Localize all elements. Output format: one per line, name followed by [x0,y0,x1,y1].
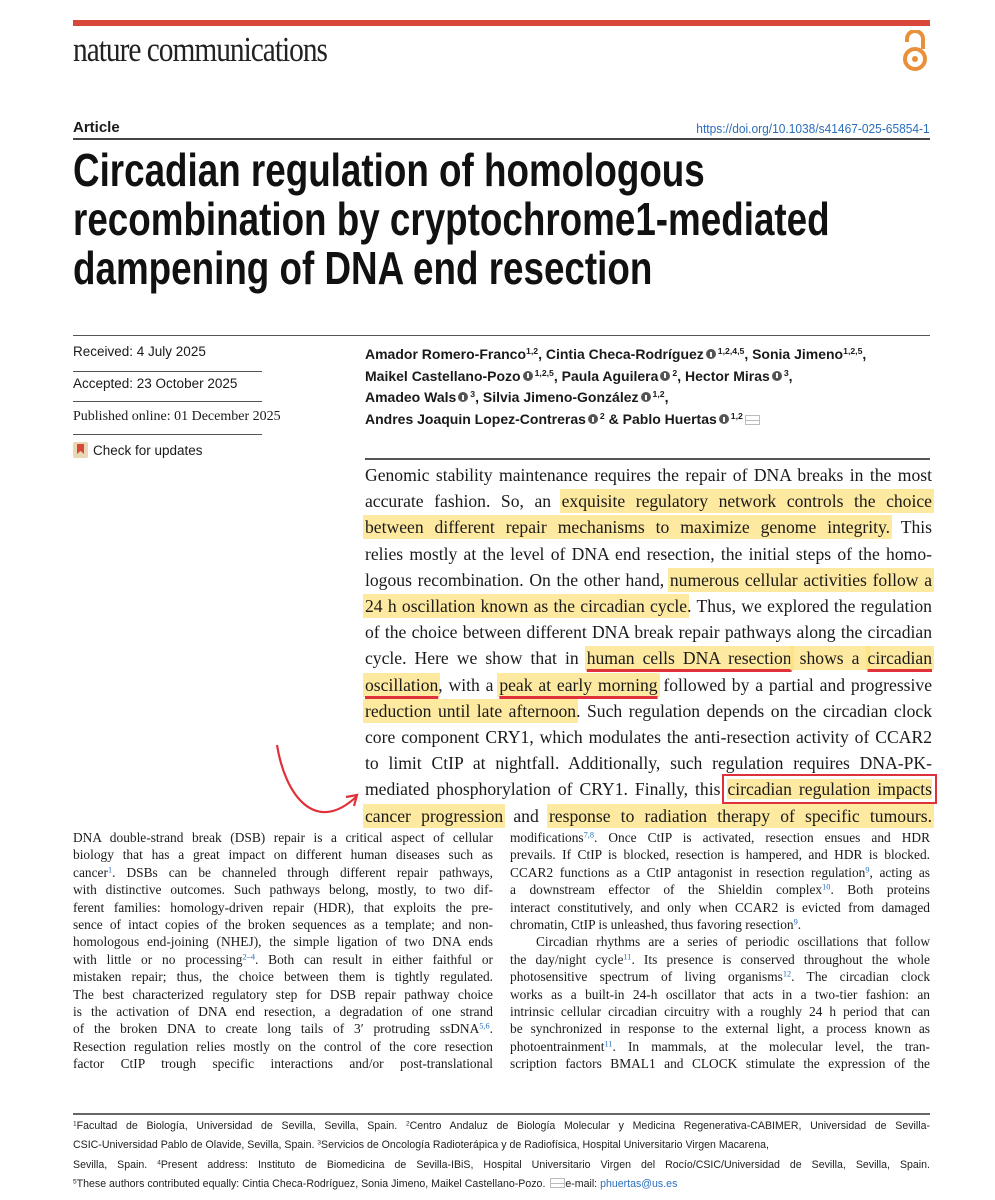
text-line [510,846,930,863]
text-segment: photosensitive spectrum of living organisms [510,969,783,985]
text-segment: , Sonia Jimeno [744,346,844,362]
text-line [365,698,932,724]
text-line [73,1020,493,1037]
text-segment: . Such regulation depends on the circadian clock [576,700,932,721]
text-line [510,1038,930,1055]
highlighted-text: reduction until late afternoon [365,700,577,721]
text-segment: is the activation of DNA end resection, a degradation of one strand [73,1004,493,1020]
accepted-date: Accepted: 23 October 2025 [73,376,238,391]
text-line [510,1055,930,1072]
text-segment: be synchronized in response to the external light, a process known as [510,1021,930,1037]
text-segment: . DSBs can be channeled through different repair pathways, [112,864,493,880]
text-line [73,1156,930,1175]
superscript-ref[interactable]: 10 [822,882,831,892]
journal-logo[interactable]: nature communications [73,30,327,69]
text-line [365,514,932,540]
text-line [365,409,866,431]
text-line [73,986,493,1003]
text-segment: accurate fashion. So, an [365,491,562,512]
text-line [365,366,866,388]
divider [73,335,930,336]
email-icon[interactable] [745,415,760,425]
text-line [73,933,493,950]
highlighted-text: cancer progression [365,805,504,826]
text-segment: These authors contributed equally: Cintia Checa-Rodríguez, Sonia Jimeno, Maikel Castellano-Pozo. [76,1177,549,1190]
text-line [73,864,493,881]
superscript-ref[interactable]: 3 [783,367,789,378]
superscript-ref[interactable]: 1,2,5 [534,367,554,378]
text-segment: Amador Romero-Franco [365,346,527,362]
text-segment: intrinsic cellular circadian circuitry with a roughly 24 h period that can [510,1004,930,1020]
text-segment: the day/night cycle [510,951,624,967]
superscript-ref[interactable]: 7,8 [583,830,595,840]
text-segment: ferent families: homology-driven repair (HDR), that exploits the pre- [73,899,493,915]
orcid-icon[interactable] [641,392,651,402]
text-line [73,899,493,916]
text-segment: , acting as [869,864,930,880]
text-line [73,1003,493,1020]
superscript-ref[interactable]: 4 [157,1158,161,1166]
body-column-right [510,829,930,1073]
superscript-ref[interactable]: 9 [865,865,870,875]
text-line [73,916,493,933]
text-line [365,344,866,366]
text-line [365,619,932,645]
text-segment: , [862,346,867,362]
text-segment: . [489,1021,493,1037]
underlined-highlight: circadian [867,648,932,669]
underlined-highlight: oscillation [365,674,439,695]
superscript-ref[interactable]: 11 [623,952,632,962]
text-segment: Maikel Castellano-Pozo [365,367,521,384]
superscript-ref[interactable]: 5 [73,1178,77,1186]
text-segment: logous recombination. On the other hand, [365,569,670,590]
body-column-left [73,829,493,1073]
title-line: dampening of DNA end resection [73,242,653,294]
text-line [510,1020,930,1037]
received-date: Received: 4 July 2025 [73,344,206,359]
text-line [73,829,493,846]
text-segment: Amadeo Wals [365,389,457,406]
highlighted-text: response to radiation therapy of specific tumours. [548,805,932,826]
text-segment: biology that has a great impact on different human diseases such as [73,847,493,863]
text-segment: . Both can result in either faithful or [254,951,494,967]
text-segment: of the broken DNA to create long tails of 3′ protruding ssDNA [73,1021,480,1037]
superscript-ref[interactable]: 9 [793,917,798,927]
text-segment: chromatin, CtIP is unleashed, thus favoring resection [510,917,794,933]
text-segment: works as a built-in 24-h oscillator that acts in a two-tier fashion: an [510,986,930,1002]
text-segment: , [664,389,669,406]
text-line [510,829,930,846]
highlighted-text: between different repair mechanisms to maximize genome integrity. [365,517,891,538]
superscript-ref[interactable]: 11 [604,1039,613,1049]
text-segment: CCAR2 functions as a CtIP antagonist in resection regulation [510,864,866,880]
text-segment: . In mammals, at the molecular level, the tran- [612,1038,930,1054]
text-segment: factor CtIP trough specific interactions and/or post-translational [73,1056,493,1072]
author-list [365,344,866,431]
text-segment: DNA double-strand break (DSB) repair is a critical aspect of cellular [73,830,493,845]
text-line [365,387,866,409]
annotation-arrow-icon [260,735,380,835]
text-line [73,968,493,985]
text-line [73,1038,493,1055]
superscript-ref[interactable]: 1 [73,1120,77,1128]
text-line [73,881,493,898]
text-segment: a downstream effector of the Shieldin complex [510,882,823,898]
text-segment: . The circadian clock [791,969,931,985]
text-segment: of the choice between different DNA break repair pathways along the circadian [365,622,932,643]
text-segment: photoentrainment [510,1038,605,1054]
orcid-icon[interactable] [458,392,468,402]
check-updates-icon [73,442,88,458]
text-line [365,803,932,829]
check-for-updates-label: Check for updates [93,442,203,458]
divider [365,458,930,460]
text-segment: . Once CtIP is activated, resection ensues and HDR [594,830,930,845]
divider [73,401,262,402]
text-line [73,846,493,863]
text-line [510,899,930,916]
superscript-ref[interactable]: 3 [317,1139,322,1147]
text-segment: . Thus, we explored the regulation [687,596,932,617]
text-segment: mediated phosphorylation of CRY1. Finally, this [365,779,728,800]
email-link[interactable]: phuertas@us.es [600,1177,678,1190]
text-segment: Present address: Instituto de Biomedicina de Sevilla-IBiS, Hospital Universitario Virgen del Rocío/CSIC/Universidad de Sevilla, Sevilla, Spain. [160,1158,931,1171]
text-segment: with distinctive outcomes. Such pathways belong, mostly, to two dif- [73,882,493,898]
text-segment: followed by a partial and progressive [657,674,933,695]
text-line [365,541,932,567]
check-for-updates-button[interactable] [73,442,203,458]
superscript-ref[interactable]: 1,2 [652,389,665,400]
text-segment: Circadian rhythms are a series of periodic oscillations that follow [536,934,930,950]
orcid-icon[interactable] [523,371,533,381]
text-segment: Facultad de Biología, Universidad de Sevilla, Sevilla, Spain. [76,1120,406,1132]
divider [73,371,262,372]
superscript-ref[interactable]: 1,2,5 [843,346,863,357]
text-segment: , Hector Miras [677,367,770,384]
highlighted-text: shows a [791,648,868,669]
text-segment: with little or no processing [73,951,243,967]
title-line: Circadian regulation of homologous [73,144,705,196]
text-line [365,672,932,698]
text-segment: cycle. Here we show that in [365,648,587,669]
superscript-ref[interactable]: 3 [470,389,476,400]
text-line [365,645,932,671]
superscript-ref[interactable]: 2 [405,1120,410,1128]
highlighted-text: numerous cellular activities follow a [669,569,933,590]
text-segment: & Pablo Huertas [604,411,717,428]
text-segment: . [797,917,802,933]
highlighted-text: exquisite regulatory network controls the choice [561,491,932,512]
superscript-ref[interactable]: 1,2 [730,411,743,422]
superscript-ref[interactable]: 1,2 [526,346,539,357]
orcid-icon[interactable] [772,371,782,381]
text-segment: modifications [510,830,584,845]
article-title [73,146,995,293]
orcid-icon[interactable] [719,414,729,424]
text-segment: , [788,367,793,384]
text-segment: , with a [438,674,500,695]
text-segment: , Paula Aguilera [553,367,659,384]
open-access-icon [900,30,930,72]
superscript-ref[interactable]: 12 [782,969,792,979]
superscript-ref[interactable]: 2–4 [242,952,255,962]
text-segment: This [890,517,932,538]
text-segment: The best characterized regulatory step for DSB repair pathway choice [73,986,493,1002]
text-line [365,776,932,802]
text-segment: Centro Andaluz de Biología Molecular y Medicina Regenerativa-CABIMER, Universidad de Sevilla- [409,1120,931,1132]
text-line [510,951,930,968]
underlined-highlight: peak at early morning [499,674,658,695]
article-type: Article [73,119,120,136]
text-line [365,488,932,514]
abstract [365,462,932,829]
text-segment: sence of intact copies of the broken sequences as a template; and non- [73,917,493,933]
text-segment: relies mostly at the level of DNA end resection, the initial steps of the homo- [365,543,932,564]
text-segment: to limit CtIP at nightfall. Additionally, such regulation requires DNA-PK- [365,753,932,774]
superscript-ref[interactable]: 2 [599,411,605,422]
text-segment: . Its presence is conserved throughout the whole [631,951,930,967]
text-line [510,864,930,881]
text-segment: scription factors BMAL1 and CLOCK stimulate the expression of the [510,1056,930,1072]
divider [73,434,262,435]
text-line [510,933,930,950]
divider [73,138,930,140]
email-icon[interactable] [550,1178,565,1188]
text-segment: . Both proteins [830,882,930,898]
text-segment: , Silvia Jimeno-González [475,389,639,406]
text-segment: interact constitutively, and only when CCAR2 is evicted from damaged [510,899,930,915]
divider [73,1113,930,1115]
text-segment: Andres Joaquin Lopez-Contreras [365,411,586,428]
text-line [365,750,932,776]
superscript-ref[interactable]: 1,2,4,5 [717,346,745,357]
text-line [510,968,930,985]
text-line [510,986,930,1003]
underlined-highlight: human cells DNA resection [586,648,792,669]
orcid-icon[interactable] [588,414,598,424]
text-line [73,1117,930,1136]
journal-header-bar [73,20,930,26]
affiliations-footnotes [73,1117,930,1194]
text-segment: core component CRY1, which modulates the anti-resection activity of CCAR2 [365,727,932,748]
superscript-ref[interactable]: 1 [107,865,113,875]
text-segment: , Cintia Checa-Rodríguez [538,346,704,362]
superscript-ref[interactable]: 5,6 [479,1021,490,1031]
superscript-ref[interactable]: 2 [672,367,678,378]
text-segment: and [503,805,549,826]
text-segment: Servicios de Oncología Radioterápica y de Radiofísica, Hospital Universitario Virgen Macarena, [321,1139,769,1152]
text-segment: prevails. If CtIP is blocked, resection is hampered, and HDR is blocked. [510,847,930,863]
published-date: Published online: 01 December 2025 [73,409,281,424]
text-line [73,951,493,968]
text-segment: e-mail: [565,1177,601,1190]
text-segment: mistaken repair; thus, the choice between them is tightly regulated. [73,969,493,985]
text-line [73,1055,493,1072]
doi-link[interactable]: https://doi.org/10.1038/s41467-025-65854-1 [696,121,930,136]
text-segment: homologous end-joining (NHEJ), the simple ligation of two DNA ends [73,934,493,950]
text-line [365,724,932,750]
text-line [73,1175,930,1194]
text-line [365,593,932,619]
text-segment: CSIC-Universidad Pablo de Olavide, Sevilla, Spain. [73,1139,318,1152]
orcid-icon[interactable] [660,371,670,381]
text-segment: Genomic stability maintenance requires the repair of DNA breaks in the most [365,465,932,485]
text-line [365,462,932,488]
orcid-icon[interactable] [706,349,716,359]
text-line [73,1136,930,1155]
text-line [365,567,932,593]
text-segment: cancer [73,864,108,880]
text-line [510,1003,930,1020]
title-line: recombination by cryptochrome1-mediated [73,193,830,245]
highlighted-text: 24 h oscillation known as the circadian cycle [365,596,688,617]
text-segment: Resection regulation relies mostly on the control of the core resection [73,1038,493,1054]
text-segment: Sevilla, Spain. [73,1158,158,1171]
text-line [510,916,930,933]
boxed-highlight: circadian regulation impacts [727,779,932,800]
text-line [510,881,930,898]
